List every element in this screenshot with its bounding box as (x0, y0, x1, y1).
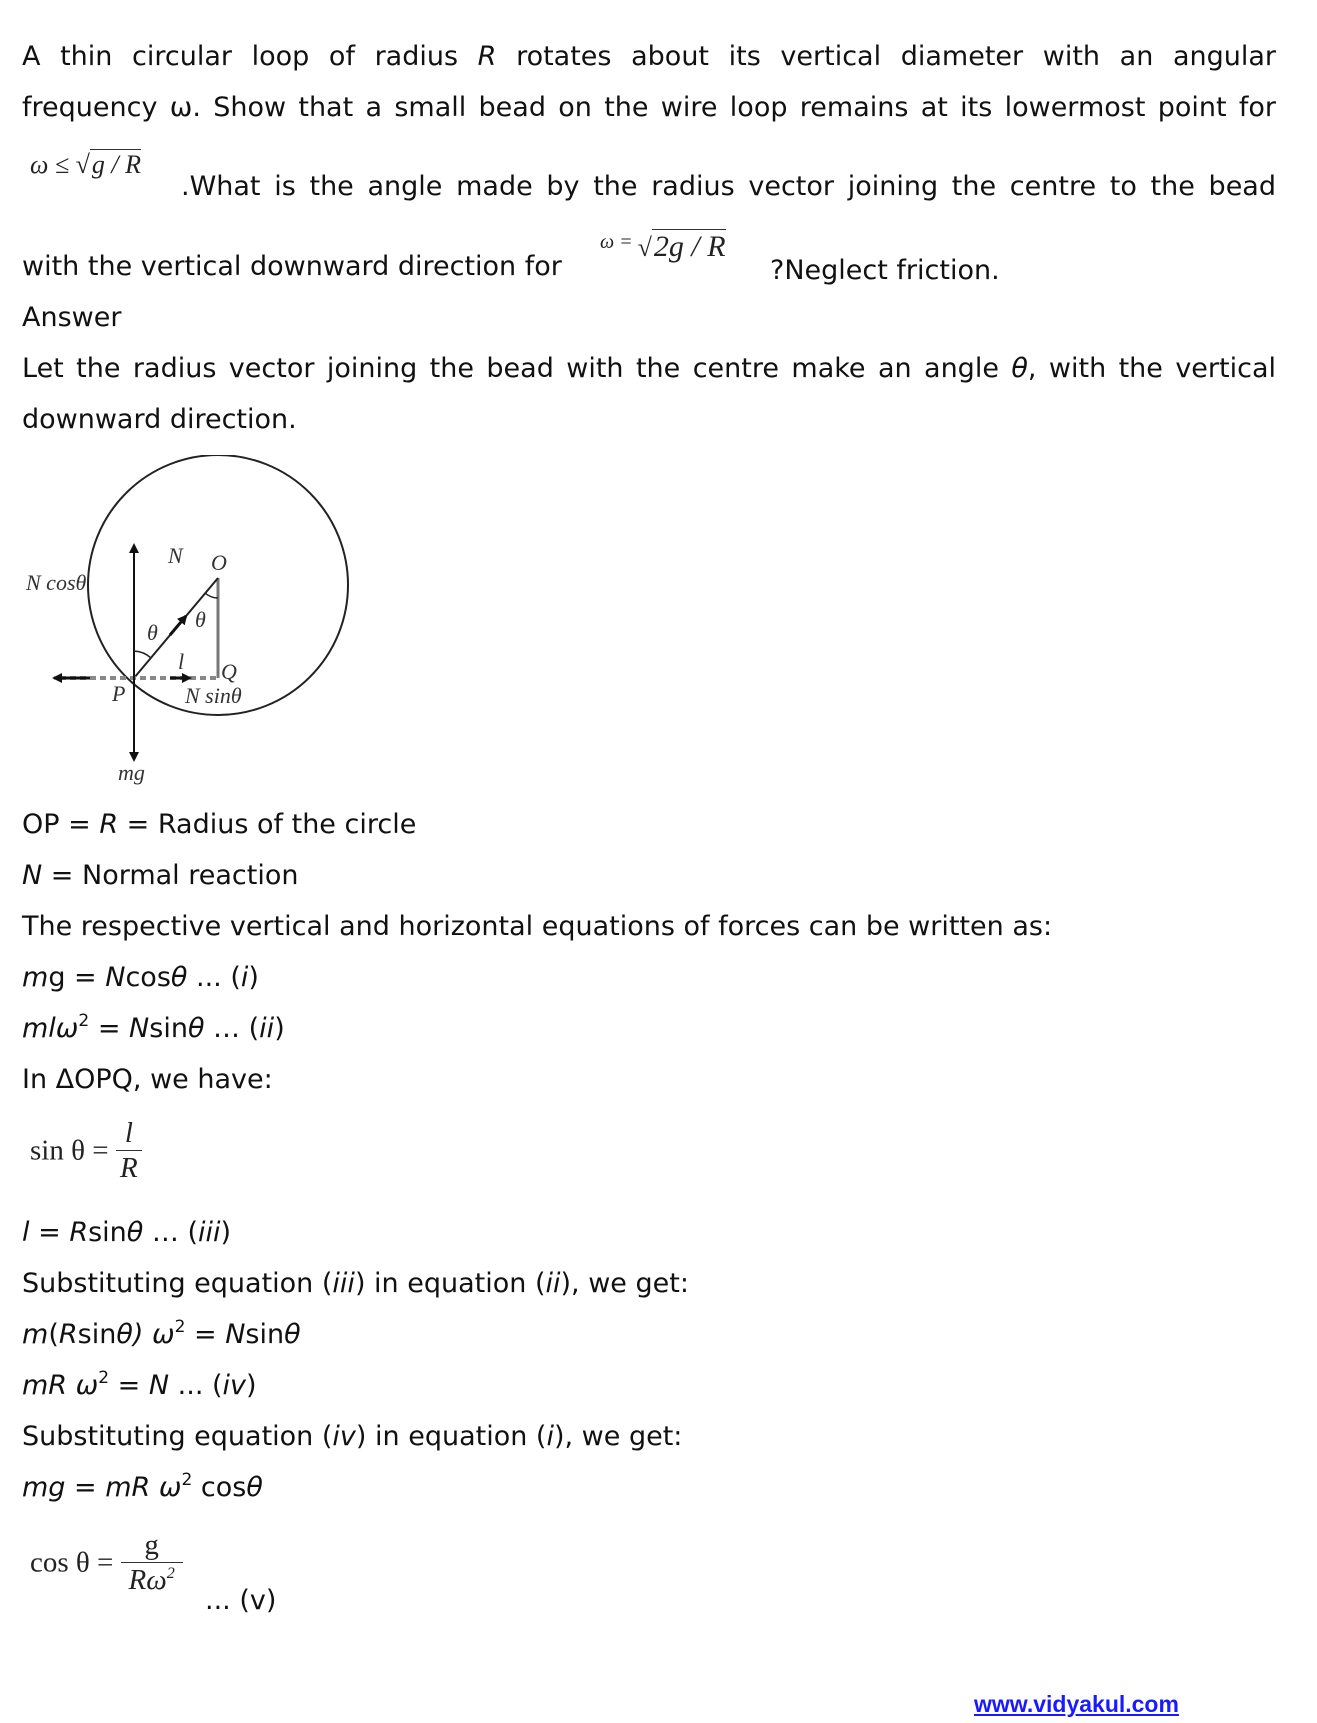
text: rotates about its vertical diameter with an angular (496, 41, 1276, 72)
intro-line-2: downward direction. (22, 404, 297, 435)
t: ii (259, 1013, 275, 1044)
label-q: Q (221, 659, 237, 684)
t: ... ( (169, 1370, 223, 1401)
numerator: l (124, 1117, 133, 1149)
angle-arc-p (134, 651, 151, 658)
t: θ (246, 1472, 263, 1503)
equation-i (22, 961, 259, 995)
label-n-sin: N sinθ (185, 683, 242, 708)
cos-formula (30, 1530, 183, 1596)
label-mg: mg (118, 760, 145, 785)
formula-lhs: sin θ = (30, 1134, 109, 1167)
t: iii (198, 1217, 221, 1248)
text: = Normal reaction (42, 860, 299, 891)
t: ) in equation ( (354, 1268, 546, 1299)
t: 2 (78, 1011, 90, 1031)
t: = (89, 1013, 130, 1044)
t: g (48, 962, 66, 993)
t: cos (125, 962, 171, 993)
t: ), we get: (560, 1268, 689, 1299)
t: Substituting equation ( (22, 1268, 333, 1299)
t: θ (116, 1319, 133, 1350)
t: θ (284, 1319, 301, 1350)
label-n: N (168, 543, 183, 568)
t: θ (126, 1217, 144, 1248)
equation-mg (22, 1471, 263, 1505)
denominator: R (119, 1152, 138, 1185)
text: Let the radius vector joining the bead with the centre make an angle (22, 353, 1012, 384)
t: R (69, 1217, 89, 1248)
t: θ (187, 1013, 205, 1044)
t: N (105, 962, 126, 993)
t: Substituting equation ( (22, 1421, 333, 1452)
formula-lhs: ω ≤ (30, 150, 76, 179)
var: N (22, 860, 43, 891)
definition-op (22, 808, 416, 842)
t: m (22, 1319, 49, 1350)
t: l (22, 1217, 30, 1248)
label-n-cos: N cosθ (26, 570, 87, 595)
t: ( (48, 1319, 59, 1350)
formula-omega-le-sqrt: ω ≤ √g / R (30, 150, 142, 179)
sin-formula (30, 1118, 142, 1184)
t: i (240, 962, 249, 993)
t: 2 (181, 1470, 193, 1490)
t: ... ( (187, 962, 241, 993)
text: with the vertical downward direction for (22, 251, 562, 282)
angle-arc-o (205, 593, 218, 598)
t: ) (248, 962, 259, 993)
t: sin (88, 1217, 127, 1248)
t: = (185, 1319, 226, 1350)
equation-substituted (22, 1318, 301, 1352)
t: i (546, 1421, 554, 1452)
text: A thin circular loop of radius (22, 41, 478, 72)
equation-v-tag: ... (v) (205, 1585, 277, 1616)
t: mlω (22, 1013, 79, 1044)
formula-omega-eq-sqrt: $^{\omega =}$ √2g / R (600, 230, 726, 263)
substitution-1 (22, 1267, 689, 1301)
t: ii (545, 1268, 561, 1299)
t: mR ω (105, 1472, 182, 1503)
t: = (65, 962, 106, 993)
formula-lhs: ω = (600, 231, 638, 253)
t: ) (246, 1370, 257, 1401)
formula-lhs: cos θ = (30, 1546, 114, 1579)
triangle-intro: In ΔOPQ, we have: (22, 1064, 273, 1095)
t: = (29, 1217, 70, 1248)
t: m (22, 962, 49, 993)
label-theta-right: θ (195, 607, 206, 632)
question-line-4-end: ?Neglect friction. (770, 255, 1000, 286)
label-l: l (178, 649, 185, 674)
t: 2 (166, 1565, 175, 1583)
question-line-1 (22, 40, 1276, 74)
t: sin (149, 1013, 188, 1044)
var-r: R (477, 41, 497, 72)
t: 2 (98, 1368, 110, 1388)
substitution-2 (22, 1420, 682, 1454)
t: iii (332, 1268, 355, 1299)
label-o: O (211, 550, 227, 575)
t: iv (222, 1370, 247, 1401)
t: N (129, 1013, 150, 1044)
t: R (58, 1319, 78, 1350)
equation-iii (22, 1216, 231, 1250)
equation-iv (22, 1369, 257, 1403)
t: sin (77, 1319, 117, 1350)
numerator: g (144, 1529, 159, 1561)
t: mR ω (22, 1370, 99, 1401)
t: N (148, 1370, 170, 1401)
definition-n (22, 859, 299, 893)
label-theta-left: θ (147, 620, 158, 645)
t: mg (22, 1472, 66, 1503)
t: 2 (174, 1317, 186, 1337)
footer-link[interactable]: www.vidyakul.com (974, 1691, 1179, 1717)
t: ) (274, 1013, 285, 1044)
t: ), we get: (553, 1421, 683, 1452)
text: = Radius of the circle (118, 809, 417, 840)
intro-line-1 (22, 352, 1276, 386)
forces-intro: The respective vertical and horizontal equations of forces can be written as: (22, 911, 1053, 942)
formula-radical: g / R (91, 150, 142, 179)
var: R (99, 809, 119, 840)
text: , with the vertical (1027, 353, 1276, 384)
t: ) ω (132, 1319, 175, 1350)
label-p: P (112, 681, 126, 706)
theta: θ (1011, 353, 1028, 384)
t: ) (220, 1217, 232, 1248)
text: OP = (22, 809, 100, 840)
t: … ( (143, 1217, 198, 1248)
force-diagram (20, 455, 380, 785)
t: = (109, 1370, 149, 1401)
t: iv (332, 1421, 356, 1452)
t: sin (245, 1319, 285, 1350)
fraction (116, 1118, 142, 1184)
t: θ (170, 962, 188, 993)
t: = (65, 1472, 106, 1503)
t: N (225, 1319, 246, 1350)
question-line-4 (22, 250, 562, 284)
question-line-3: .What is the angle made by the radius vector joining the centre to the bead (181, 171, 1276, 202)
fraction-bar (121, 1562, 183, 1563)
answer-label: Answer (22, 302, 122, 333)
t: ) in equation ( (355, 1421, 547, 1452)
question-line-2: frequency ω. Show that a small bead on the wire loop remains at its lowermost point for (22, 92, 1276, 123)
fraction-bar (116, 1150, 142, 1151)
formula-radical: 2g / R (653, 230, 726, 263)
fraction (121, 1530, 183, 1596)
denominator (121, 1565, 183, 1595)
t: Rω (128, 1564, 167, 1597)
t: cos (192, 1472, 247, 1503)
arrow-n (170, 616, 186, 635)
equation-ii (22, 1012, 285, 1046)
t: … ( (204, 1013, 260, 1044)
